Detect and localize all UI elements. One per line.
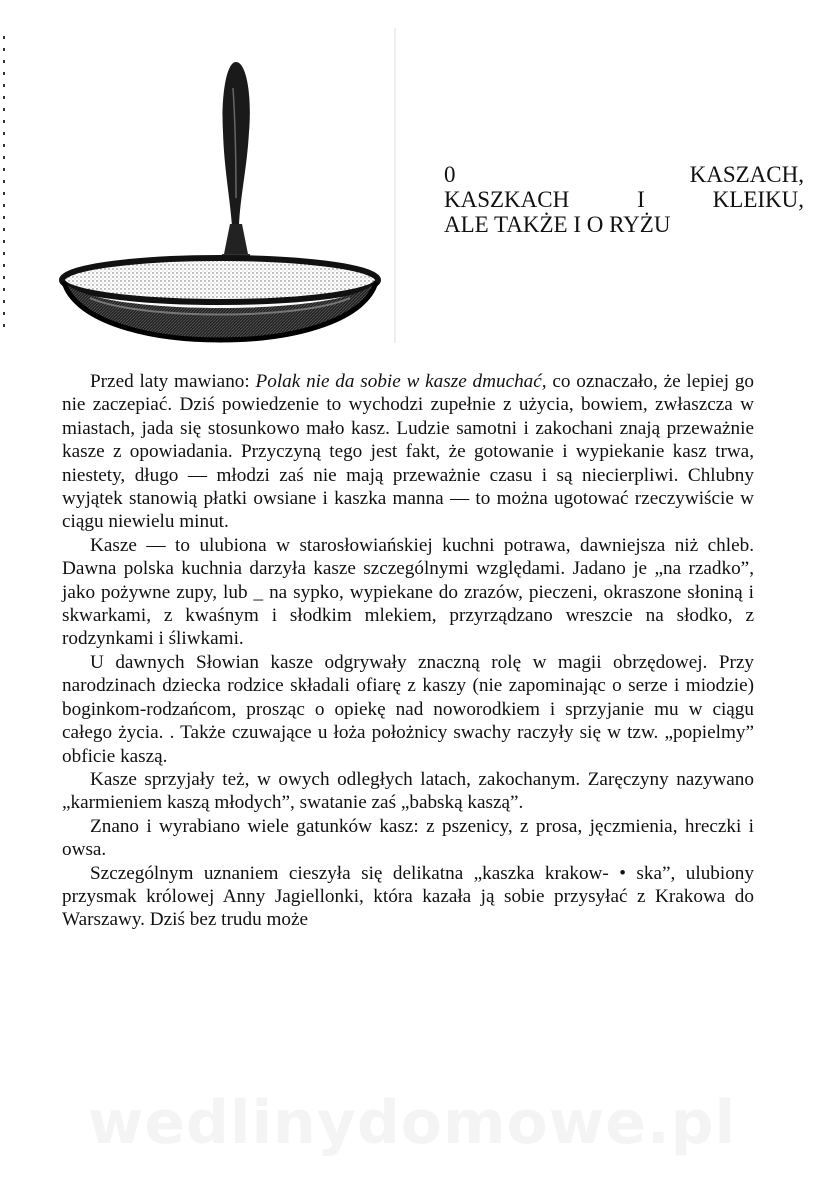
quoted-saying: Polak nie da sobie w kasze dmuchać, bbox=[255, 371, 547, 392]
paragraph: U dawnych Słowian kasze odgrywały znaczną rolę w magii obrzędowej. Przy narodzinach dziecka rodzice składali ofiarę z kaszy (nie zapominając o serze i miodzie) boginkom-rodzańcom, prosząc o opiekę nad noworodkiem i sprzyjanie mu w ciągu całego życia. . Także czuwające u łoża położnicy swachy raczyły się w tzw. „popielmy” obficie kaszą. bbox=[62, 651, 754, 767]
watermark: wedlinydomowe.pl bbox=[87, 1088, 737, 1158]
bowl-with-fork-icon bbox=[0, 28, 398, 343]
paragraph: Kasze — to ulubiona w starosłowiańskiej kuchni potrawa, dawniejsza niż chleb. Dawna polska kuchnia darzyła kasze szczególnymi względami. Jadano je „na rzadko”, jako pożywne zupy, lub _ na sypko, wypiekane do zrazów, pieczeni, okraszone słoniną i skwarkami, z kwaśnym i słodkim mlekiem, przyrządzano wreszcie na słodko, z rodzynkami i śliwkami. bbox=[62, 534, 754, 650]
body-text bbox=[62, 370, 754, 932]
title-line: 0 KASZACH, bbox=[444, 162, 804, 187]
title-line: KASZKACH I KLEIKU, bbox=[444, 187, 804, 212]
paragraph bbox=[62, 370, 754, 534]
paragraph-text: Przed laty mawiano: bbox=[90, 371, 256, 392]
paragraph: Kasze sprzyjały też, w owych odległych latach, zakochanym. Zaręczyny nazywano „karmieniem kaszą młodych”, swatanie zaś „babską kaszą”. bbox=[62, 768, 754, 814]
paragraph: Znano i wyrabiano wiele gatunków kasz: z pszenicy, z prosa, jęczmienia, hreczki i owsa. bbox=[62, 815, 754, 861]
chapter-title bbox=[444, 162, 804, 237]
title-line: ALE TAKŻE I O RYŻU bbox=[444, 212, 671, 237]
paragraph-text: co oznaczało, że lepiej go nie zaczepiać. Dziś powiedzenie to wychodzi zupełnie z użycia, bowiem, zwłaszcza w miastach, jada się stosunkowo mało kasz. Ludzie samotni i zakochani znają przeważnie kasze z opowiadania. Przyczyną tego jest fakt, że gotowanie i wypiekanie kasz trwa, niestety, długo — młodzi zaś nie mają przeważnie czasu i są niecierpliwi. Chlubny wyjątek stanowią płatki owsiane i kaszka manna — to można ugotować rzeczywiście w ciągu niewielu minut. bbox=[62, 371, 755, 533]
paragraph: Szczególnym uznaniem cieszyła się delikatna „kaszka krakow- • ska”, ulubiony przysmak królowej Anny Jagiellonki, która kazała ją sobie przysyłać z Krakowa do Warszawy. Dziś bez trudu może bbox=[62, 862, 754, 931]
